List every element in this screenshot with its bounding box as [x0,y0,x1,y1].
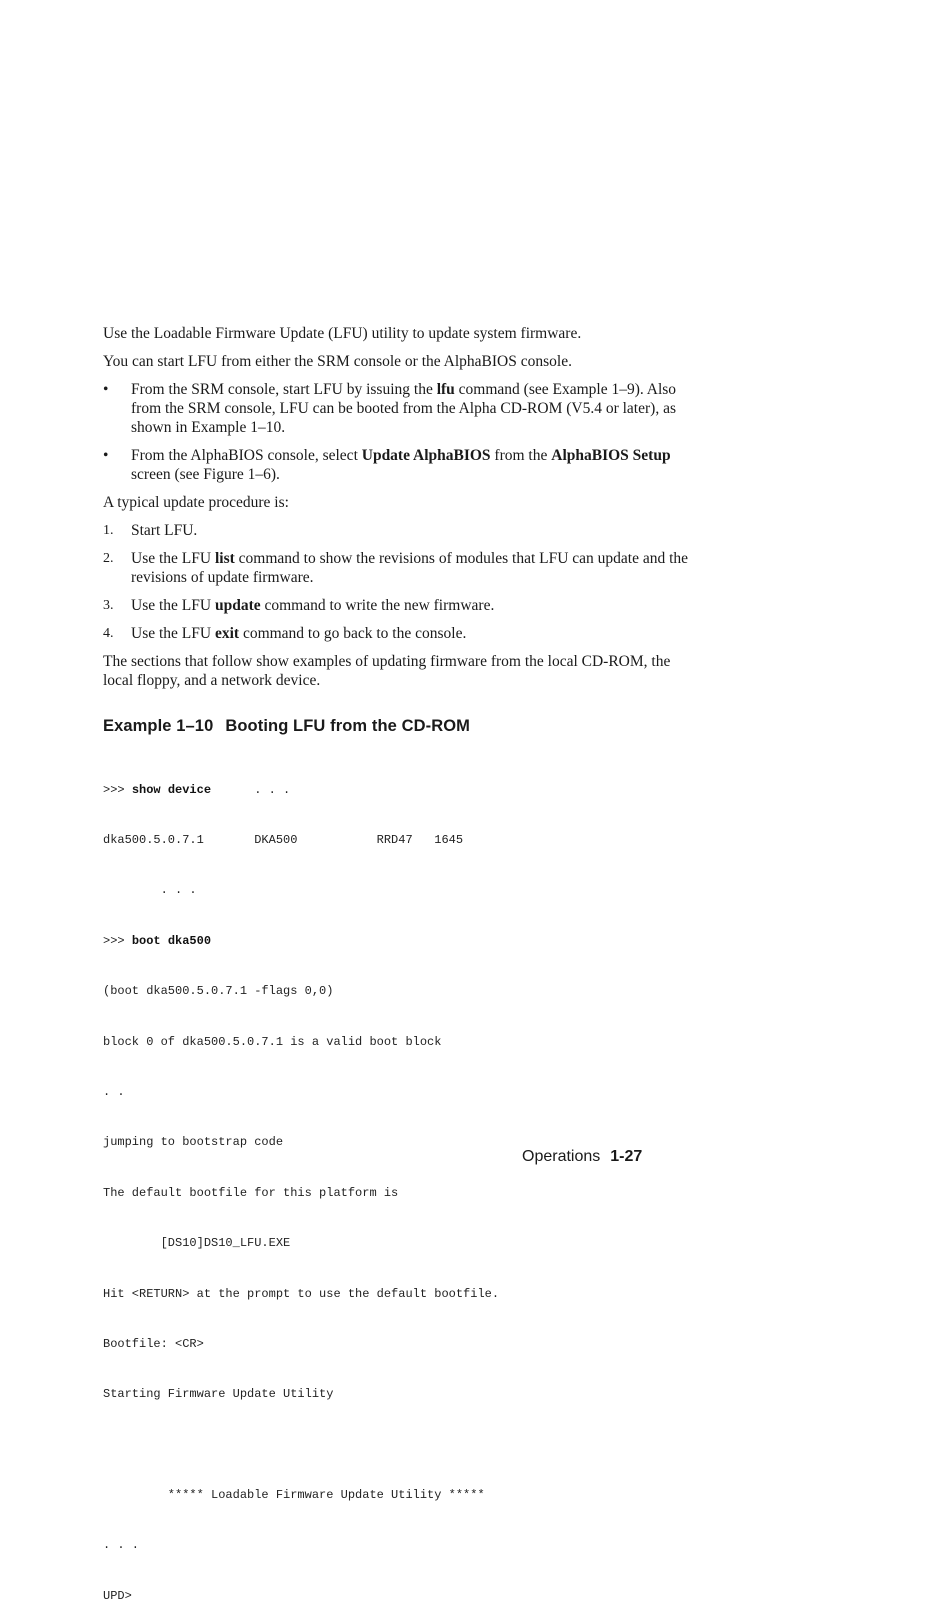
step-text-post: command to show the revisions of modules that LFU can update and the revisions of update firmware. [131,550,689,586]
code-line: UPD> [103,1588,132,1603]
main-content [103,324,693,699]
step-number: 2. [103,551,114,566]
code-command: show device [131,782,212,797]
code-line: ***** Loadable Firmware Update Utility ***** [103,1488,485,1503]
code-line [103,1437,803,1454]
page-number: 1-27 [610,1148,643,1165]
code-line: jumping to bootstrap code [103,1135,284,1150]
bullet-alphabios-pre: From the AlphaBIOS console, select [131,447,362,464]
example-number: Example 1–10 [103,717,214,735]
bullet-alphabios-option: Update AlphaBIOS [361,447,491,464]
procedure-step-2 [103,549,693,587]
page-footer [522,1148,642,1166]
intro-paragraph-1: Use the Loadable Firmware Update (LFU) utility to update system firmware. [103,325,582,342]
code-line: [DS10]DS10_LFU.EXE [103,1236,291,1251]
sections-note: The sections that follow show examples of updating firmware from the local CD-ROM, the local floppy, and a network device. [103,653,671,689]
procedure-step-4 [103,624,693,643]
bullet-srm-post: command (see Example 1–9). Also from the SRM console, LFU can be booted from the Alpha CD-ROM (V5.4 or later), as shown in Example 1–10. [131,381,677,436]
code-line: . . [103,1084,125,1099]
code-command: boot dka500 [131,933,212,948]
step-number: 3. [103,598,114,613]
bullet-alphabios-post: screen (see Figure 1–6). [131,466,280,483]
bullet-marker: • [103,381,109,398]
step-number: 4. [103,626,114,641]
code-line: The default bootfile for this platform is [103,1185,399,1200]
bullet-srm [103,380,693,437]
code-line: block 0 of dka500.5.0.7.1 is a valid boot block [103,1034,442,1049]
code-line: . . . [103,883,197,898]
step-text-pre: Use the LFU [131,625,215,642]
code-line: Hit <RETURN> at the prompt to use the default bootfile. [103,1286,500,1301]
step-text-pre: Use the LFU [131,597,215,614]
example-heading [103,717,470,736]
code-ellipsis: . . . [211,782,291,797]
code-prompt: >>> [103,933,132,948]
bullet-alphabios-screen: AlphaBIOS Setup [551,447,671,464]
step-command: list [214,550,235,567]
intro-paragraph-2: You can start LFU from either the SRM console or the AlphaBIOS console. [103,353,572,370]
code-line: dka500.5.0.7.1 DKA500 RRD47 1645 [103,832,464,847]
code-line [103,782,803,799]
step-number: 1. [103,523,114,538]
step-text-post: command to write the new firmware. [260,597,495,614]
bullet-srm-command: lfu [436,381,455,398]
footer-section: Operations [522,1148,601,1165]
bullet-alphabios [103,446,693,484]
procedure-step-1 [103,521,693,540]
bullet-alphabios-mid: from the [490,447,552,464]
example-title: Booting LFU from the CD-ROM [225,717,471,735]
procedure-step-3 [103,596,693,615]
code-line: Starting Firmware Update Utility [103,1387,334,1402]
code-line [103,933,803,950]
procedure-intro: A typical update procedure is: [103,494,289,511]
bullet-marker: • [103,447,109,464]
bullet-srm-pre: From the SRM console, start LFU by issuing the [131,381,437,398]
code-example [103,748,803,1621]
code-line: . . . [103,1538,140,1553]
step-command: update [214,597,261,614]
code-line: (boot dka500.5.0.7.1 -flags 0,0) [103,984,334,999]
step-text-post: command to go back to the console. [239,625,467,642]
code-line: Bootfile: <CR> [103,1336,204,1351]
code-prompt: >>> [103,782,132,797]
step-text-pre: Use the LFU [131,550,215,567]
step-text: Start LFU. [131,522,198,539]
step-command: exit [214,625,240,642]
